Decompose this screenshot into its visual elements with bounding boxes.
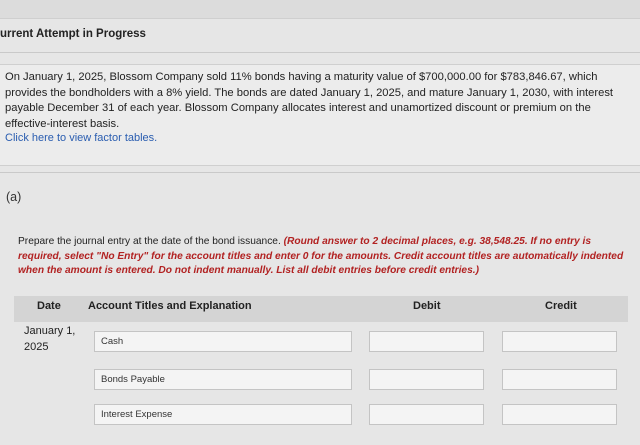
debit-amount-input[interactable] bbox=[369, 404, 484, 425]
instruction-note: (Round answer to 2 decimal places, e.g. 38,548.25. If no entry is required, select "No Entry" for the account titles and enter 0 for the amounts. Credit account titles are automatically indented when the amount is entered. Do not indent manually. List all debit entries before credit entries.) bbox=[18, 236, 624, 276]
divider bbox=[0, 172, 640, 173]
credit-amount-input[interactable] bbox=[502, 331, 617, 352]
instruction-text: Prepare the journal entry at the date of the bond issuance. bbox=[18, 236, 284, 247]
top-bar bbox=[0, 0, 640, 19]
debit-amount-input[interactable] bbox=[369, 369, 484, 390]
entry-date-line1: January 1, bbox=[24, 325, 76, 337]
problem-statement: On January 1, 2025, Blossom Company sold 11% bonds having a maturity value of $700,000.00 for $783,846.67, which provides the bondholders with a 8% yield. The bonds are dated January 1, 2025, and mature January 1, 2030, with interest payable December 31 of each year. Blossom Company allocates interest and unamortized discount or premium on the effective-interest basis. bbox=[5, 71, 614, 130]
part-label: (a) bbox=[6, 190, 22, 204]
credit-amount-input[interactable] bbox=[502, 369, 617, 390]
account-column-header: Account Titles and Explanation bbox=[88, 300, 252, 312]
attempt-status-title: urrent Attempt in Progress bbox=[0, 28, 146, 40]
account-title-input[interactable]: Interest Expense bbox=[94, 404, 352, 425]
debit-column-header: Debit bbox=[413, 300, 441, 312]
entry-date-line2: 2025 bbox=[24, 341, 49, 353]
instructions bbox=[18, 235, 630, 279]
factor-tables-link[interactable]: Click here to view factor tables. bbox=[5, 132, 158, 144]
credit-column-header: Credit bbox=[545, 300, 577, 312]
account-title-input[interactable]: Bonds Payable bbox=[94, 369, 352, 390]
debit-amount-input[interactable] bbox=[369, 331, 484, 352]
credit-amount-input[interactable] bbox=[502, 404, 617, 425]
divider bbox=[0, 52, 640, 53]
date-column-header: Date bbox=[37, 300, 61, 312]
account-title-input[interactable]: Cash bbox=[94, 331, 352, 352]
entry-date bbox=[24, 323, 84, 355]
